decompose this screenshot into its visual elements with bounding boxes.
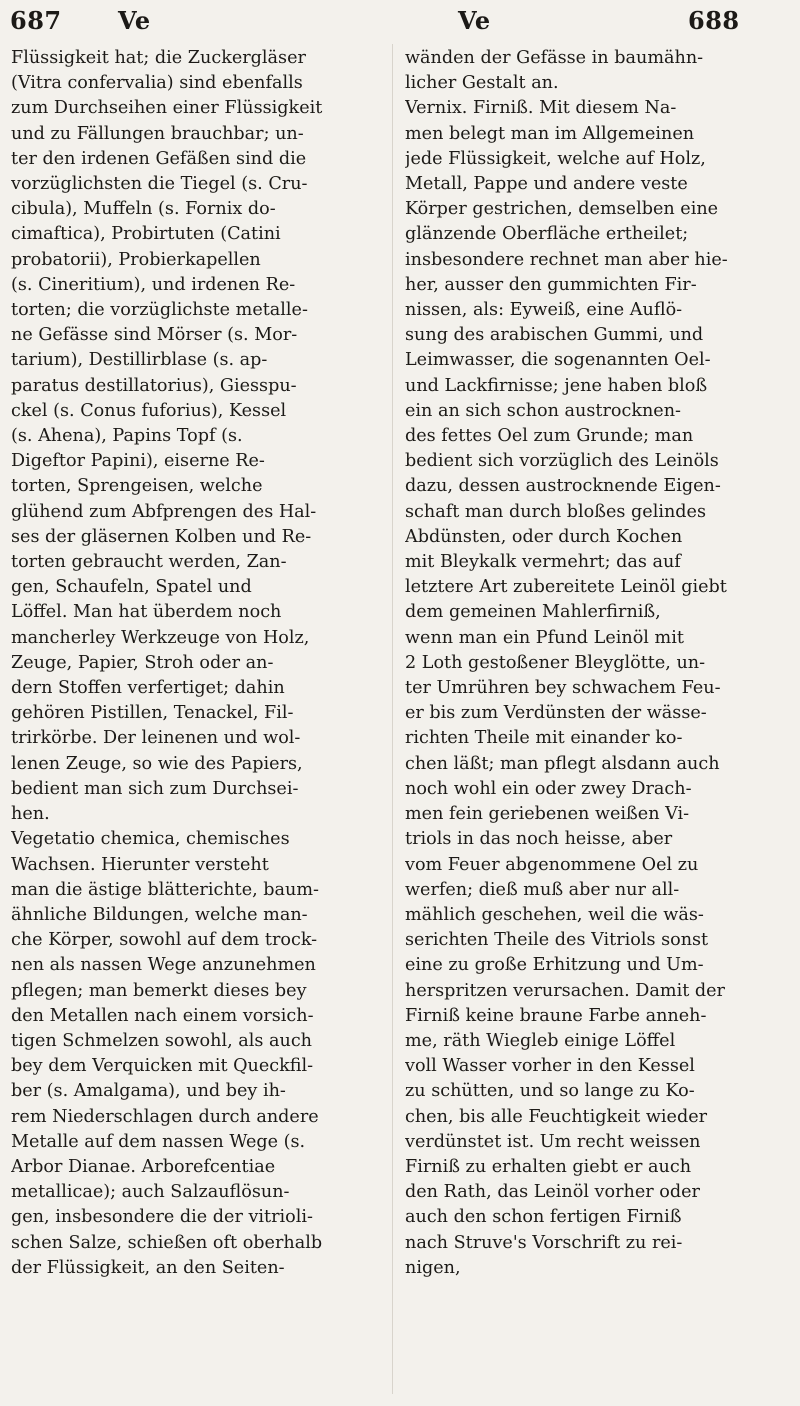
text-line: und Lackfirnisse; jene haben bloß	[405, 375, 708, 396]
text-line: des fettes Oel zum Grunde; man	[405, 426, 694, 447]
text-line: pflegen; man bemerkt dieses bey	[11, 980, 307, 1001]
text-line: Vernix. Firniß. Mit diesem Na-	[405, 98, 677, 119]
text-line: glühend zum Abfprengen des Hal-	[11, 501, 317, 522]
text-line: Firniß zu erhalten giebt er auch	[405, 1156, 692, 1177]
text-line: ter Umrühren bey schwachem Feu-	[405, 678, 721, 699]
text-line: glänzende Oberfläche ertheilet;	[405, 224, 689, 245]
text-line: noch wohl ein oder zwey Drach-	[405, 778, 692, 799]
text-line: nigen,	[405, 1257, 461, 1278]
text-line: Leimwasser, die sogenannten Oel-	[405, 350, 711, 371]
text-line: den Metallen nach einem vorsich-	[11, 1005, 314, 1026]
text-line: torten, Sprengeisen, welche	[11, 476, 263, 497]
text-line: mancherley Werkzeuge von Holz,	[11, 627, 310, 648]
text-line: zu schütten, und so lange zu Ko-	[405, 1081, 695, 1102]
text-line: dem gemeinen Mahlerfirniß,	[405, 602, 661, 623]
text-line: nach Struve's Vorschrift zu rei-	[405, 1232, 683, 1253]
text-line: herspritzen verursachen. Damit der	[405, 980, 725, 1001]
text-line: Zeuge, Papier, Stroh oder an-	[11, 652, 274, 673]
text-line: vorzüglichsten die Tiegel (s. Cru-	[11, 174, 308, 195]
text-line: lenen Zeuge, so wie des Papiers,	[11, 753, 303, 774]
text-line: torten; die vorzüglichste metalle-	[11, 300, 308, 321]
text-line: Arbor Dianae. Arborefcentiae	[11, 1156, 276, 1177]
text-line: wenn man ein Pfund Leinöl mit	[405, 627, 684, 648]
text-line: bedient sich vorzüglich des Leinöls	[405, 451, 719, 472]
text-line: Löffel. Man hat überdem noch	[11, 602, 282, 623]
text-line: cibula), Muffeln (s. Fornix do-	[11, 199, 276, 220]
text-line: und zu Fällungen brauchbar; un-	[11, 123, 304, 144]
text-line: schen Salze, schießen oft oberhalb	[11, 1232, 323, 1253]
text-line: Wachsen. Hierunter versteht	[11, 854, 269, 875]
text-line: auch den schon fertigen Firniß	[405, 1207, 682, 1228]
text-line: er bis zum Verdünsten der wässe-	[405, 703, 707, 724]
text-line: vom Feuer abgenommene Oel zu	[405, 854, 699, 875]
text-line: Vegetatio chemica, chemisches	[11, 829, 290, 850]
text-line: 2 Loth gestoßener Bleyglötte, un-	[405, 652, 706, 673]
text-line: ähnliche Bildungen, welche man-	[11, 904, 308, 925]
text-line: den Rath, das Leinöl vorher oder	[405, 1182, 700, 1203]
text-line: rem Niederschlagen durch andere	[11, 1106, 319, 1127]
text-line: voll Wasser vorher in den Kessel	[405, 1056, 695, 1077]
text-line: Digeftor Papini), eiserne Re-	[11, 451, 265, 472]
text-line: licher Gestalt an.	[405, 73, 559, 94]
text-line: triols in das noch heisse, aber	[405, 829, 673, 850]
text-line: paratus destillatorius), Giesspu-	[11, 375, 297, 396]
right-column	[405, 46, 783, 1281]
text-line: Metalle auf dem nassen Wege (s.	[11, 1131, 306, 1152]
text-line: eine zu große Erhitzung und Um-	[405, 955, 704, 976]
text-line: men belegt man im Allgemeinen	[405, 123, 695, 144]
text-line: chen läßt; man pflegt alsdann auch	[405, 753, 720, 774]
text-line: tigen Schmelzen sowohl, als auch	[11, 1030, 313, 1051]
text-line: serichten Theile des Vitriols sonst	[405, 930, 709, 951]
text-line: chen, bis alle Feuchtigkeit wieder	[405, 1106, 708, 1127]
page-number-left: 687	[10, 6, 62, 35]
text-line: bey dem Verquicken mit Queckfil-	[11, 1056, 314, 1077]
text-line: her, ausser den gummichten Fir-	[405, 274, 697, 295]
text-line: Metall, Pappe und andere veste	[405, 174, 688, 195]
column-gutter	[392, 44, 393, 1394]
text-line: insbesondere rechnet man aber hie-	[405, 249, 728, 270]
text-line: metallicae); auch Salzauflösun-	[11, 1182, 290, 1203]
left-column	[11, 46, 383, 1281]
text-line: dazu, dessen austrocknende Eigen-	[405, 476, 721, 497]
text-line: jede Flüssigkeit, welche auf Holz,	[405, 148, 706, 169]
page-number-right: 688	[688, 6, 740, 35]
text-line: men fein geriebenen weißen Vi-	[405, 804, 690, 825]
text-line: tarium), Destillirblase (s. ap-	[11, 350, 268, 371]
text-line: Firniß keine braune Farbe anneh-	[405, 1005, 707, 1026]
text-line: Abdünsten, oder durch Kochen	[405, 526, 683, 547]
text-line: gen, insbesondere die der vitrioli-	[11, 1207, 313, 1228]
text-line: torten gebraucht werden, Zan-	[11, 552, 287, 573]
text-line: ter den irdenen Gefäßen sind die	[11, 148, 307, 169]
text-line: gehören Pistillen, Tenackel, Fil-	[11, 703, 294, 724]
text-line: zum Durchseihen einer Flüssigkeit	[11, 98, 323, 119]
text-line: ckel (s. Conus fuforius), Kessel	[11, 400, 287, 421]
text-line: ein an sich schon austrocknen-	[405, 400, 681, 421]
text-line: (s. Ahena), Papins Topf (s.	[11, 426, 243, 447]
text-line: (Vitra confervalia) sind ebenfalls	[11, 73, 303, 94]
guide-word-left: Ve	[118, 6, 151, 35]
text-line: nen als nassen Wege anzunehmen	[11, 955, 316, 976]
text-line: trirkörbe. Der leinenen und wol-	[11, 728, 301, 749]
text-line: probatorii), Probierkapellen	[11, 249, 261, 270]
text-line: ber (s. Amalgama), und bey ih-	[11, 1081, 286, 1102]
text-line: der Flüssigkeit, an den Seiten-	[11, 1257, 285, 1278]
text-line: che Körper, sowohl auf dem trock-	[11, 930, 318, 951]
text-line: cimaftica), Probirtuten (Catini	[11, 224, 281, 245]
text-line: bedient man sich zum Durchsei-	[11, 778, 299, 799]
text-line: Flüssigkeit hat; die Zuckergläser	[11, 48, 306, 68]
text-line: letztere Art zubereitete Leinöl giebt	[405, 577, 727, 598]
text-line: me, räth Wiegleb einige Löffel	[405, 1030, 676, 1051]
text-line: verdünstet ist. Um recht weissen	[405, 1131, 701, 1152]
text-line: (s. Cineritium), und irdenen Re-	[11, 274, 296, 295]
text-line: mählich geschehen, weil die wäs-	[405, 904, 704, 925]
text-line: schaft man durch bloßes gelindes	[405, 501, 706, 522]
text-line: werfen; dieß muß aber nur all-	[405, 879, 680, 900]
text-line: ses der gläsernen Kolben und Re-	[11, 526, 312, 547]
text-line: richten Theile mit einander ko-	[405, 728, 683, 749]
text-line: man die ästige blätterichte, baum-	[11, 879, 320, 900]
text-line: Körper gestrichen, demselben eine	[405, 199, 719, 220]
text-line: mit Bleykalk vermehrt; das auf	[405, 552, 681, 573]
text-line: wänden der Gefässe in baumähn-	[405, 48, 704, 68]
text-line: hen.	[11, 804, 50, 825]
text-line: sung des arabischen Gummi, und	[405, 325, 704, 346]
guide-word-right: Ve	[458, 6, 491, 35]
text-line: dern Stoffen verfertiget; dahin	[11, 678, 285, 699]
text-line: gen, Schaufeln, Spatel und	[11, 577, 252, 598]
text-line: ne Gefässe sind Mörser (s. Mor-	[11, 325, 298, 346]
text-line: nissen, als: Eyweiß, eine Auflö-	[405, 300, 683, 321]
